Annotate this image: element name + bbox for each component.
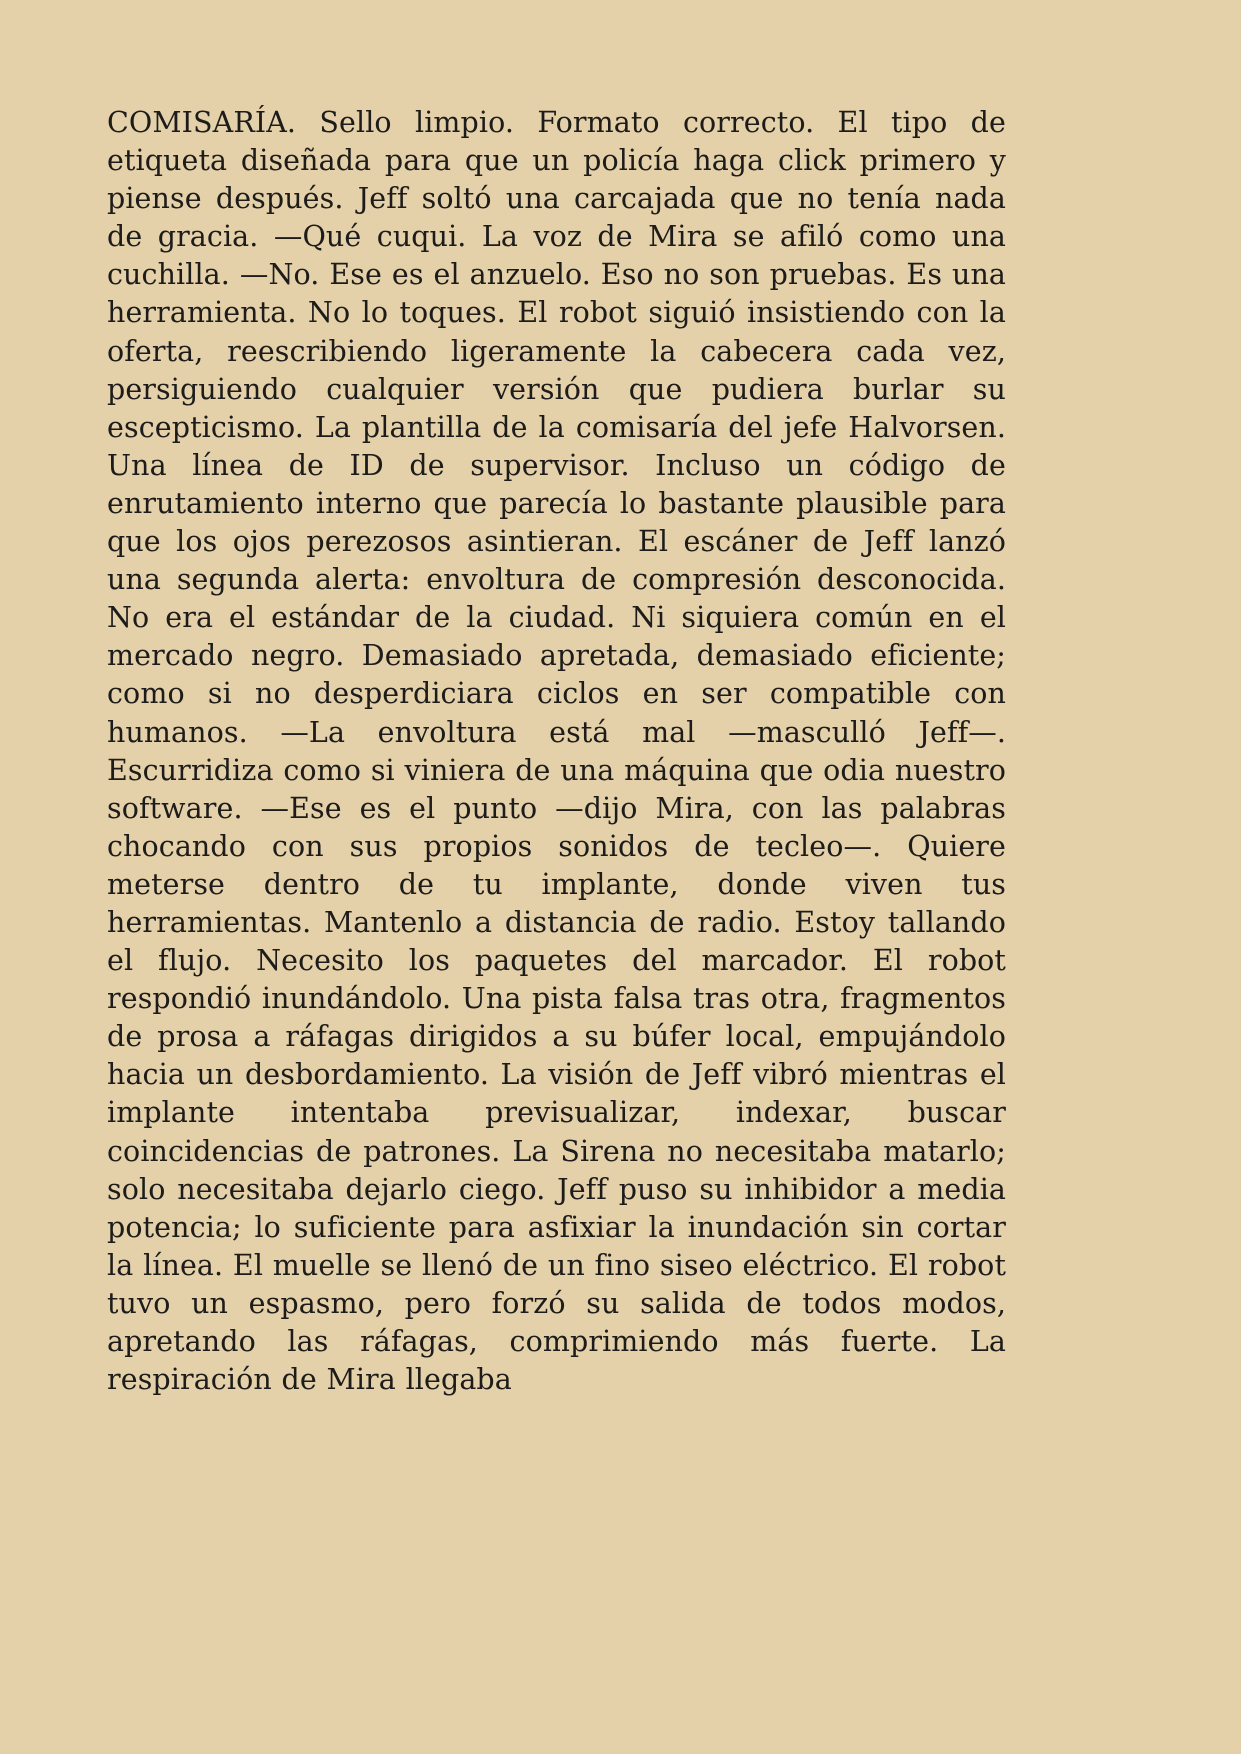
text-column <box>107 104 1006 1399</box>
body-paragraph: COMISARÍA. Sello limpio. Formato correcto. El tipo de etiqueta diseñada para que un policía haga click primero y piense después. Jeff soltó una carcajada que no tenía nada de gracia. —Qué cuqui. La voz de Mira se afiló como una cuchilla. —No. Ese es el anzuelo. Eso no son pruebas. Es una herramienta. No lo toques. El robot siguió insistiendo con la oferta, reescribiendo ligeramente la cabecera cada vez, persiguiendo cualquier versión que pudiera burlar su escepticismo. La plantilla de la comisaría del jefe Halvorsen. Una línea de ID de supervisor. Incluso un código de enrutamiento interno que parecía lo bastante plausible para que los ojos perezosos asintieran. El escáner de Jeff lanzó una segunda alerta: envoltura de compresión desconocida. No era el estándar de la ciudad. Ni siquiera común en el mercado negro. Demasiado apretada, demasiado eficiente; como si no desperdiciara ciclos en ser compatible con humanos. —La envoltura está mal —masculló Jeff—. Escurridiza como si viniera de una máquina que odia nuestro software. —Ese es el punto —dijo Mira, con las palabras chocando con sus propios sonidos de tecleo—. Quiere meterse dentro de tu implante, donde viven tus herramientas. Mantenlo a distancia de radio. Estoy tallando el flujo. Necesito los paquetes del marcador. El robot respondió inundándolo. Una pista falsa tras otra, fragmentos de prosa a ráfagas dirigidos a su búfer local, empujándolo hacia un desbordamiento. La visión de Jeff vibró mientras el implante intentaba previsualizar, indexar, buscar coincidencias de patrones. La Sirena no necesitaba matarlo; solo necesitaba dejarlo ciego. Jeff puso su inhibidor a media potencia; lo suficiente para asfixiar la inundación sin cortar la línea. El muelle se llenó de un fino siseo eléctrico. El robot tuvo un espasmo, pero forzó su salida de todos modos, apretando las ráfagas, comprimiendo más fuerte. La respiración de Mira llegaba <box>107 106 1006 1397</box>
